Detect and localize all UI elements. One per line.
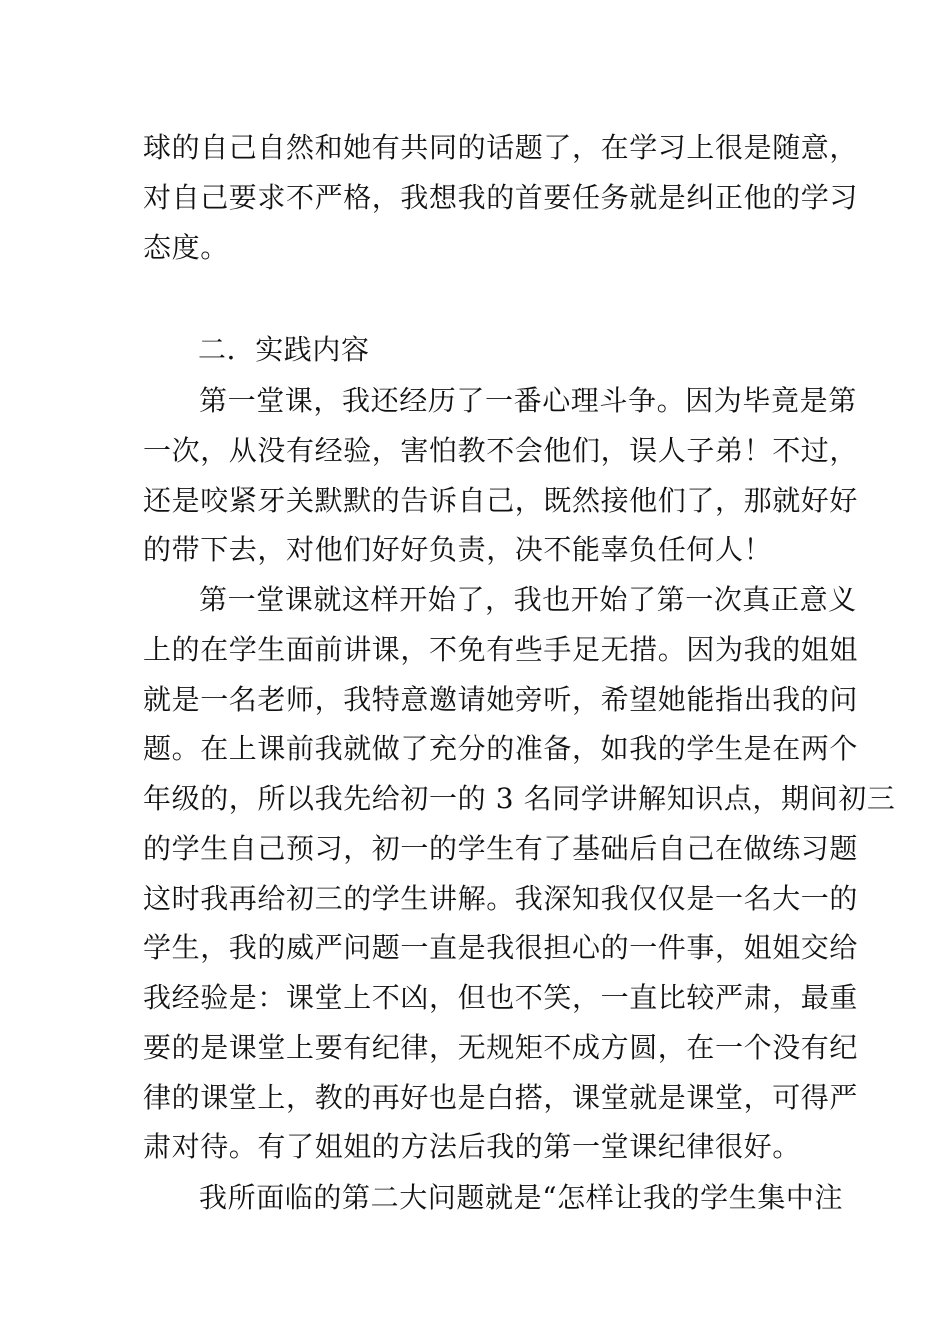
text-line: 就是一名老师，我特意邀请她旁听，希望她能指出我的问 <box>143 683 859 716</box>
text-line: 态度。 <box>143 231 229 264</box>
text-line: 这时我再给初三的学生讲解。我深知我仅仅是一名大一的 <box>143 882 859 915</box>
text-line: 的带下去，对他们好好负责，决不能辜负任何人！ <box>143 533 773 566</box>
text-line: 对自己要求不严格，我想我的首要任务就是纠正他的学习 <box>143 181 859 214</box>
text-line: 还是咬紧牙关默默的告诉自己，既然接他们了，那就好好 <box>143 484 859 517</box>
text-line: 的学生自己预习，初一的学生有了基础后自己在做练习题 <box>143 832 859 865</box>
text-line: 题。在上课前我就做了充分的准备，如我的学生是在两个 <box>143 732 859 765</box>
text-line: 一次，从没有经验，害怕教不会他们，误人子弟！不过， <box>143 434 859 467</box>
text-line: 肃对待。有了姐姐的方法后我的第一堂课纪律很好。 <box>143 1130 801 1163</box>
text-line: 律的课堂上，教的再好也是白搭，课堂就是课堂，可得严 <box>143 1081 859 1114</box>
text-line: 球的自己自然和她有共同的话题了，在学习上很是随意， <box>143 131 859 164</box>
text-line: 我经验是：课堂上不凶，但也不笑，一直比较严肃，最重 <box>143 981 859 1014</box>
text-line: 上的在学生面前讲课，不免有些手足无措。因为我的姐姐 <box>143 633 859 666</box>
text-line: 第一堂课就这样开始了，我也开始了第一次真正意义 <box>199 583 857 616</box>
text-line: 要的是课堂上要有纪律，无规矩不成方圆，在一个没有纪 <box>143 1031 859 1064</box>
text-line: 我所面临的第二大问题就是“怎样让我的学生集中注 <box>199 1181 844 1214</box>
text-line: 年级的，所以我先给初一的 3 名同学讲解知识点，期间初三 <box>143 782 896 815</box>
text-line: 学生，我的威严问题一直是我很担心的一件事，姐姐交给 <box>143 931 859 964</box>
section-heading: 二．实践内容 <box>198 333 370 366</box>
text-line: 第一堂课，我还经历了一番心理斗争。因为毕竟是第 <box>199 384 857 417</box>
